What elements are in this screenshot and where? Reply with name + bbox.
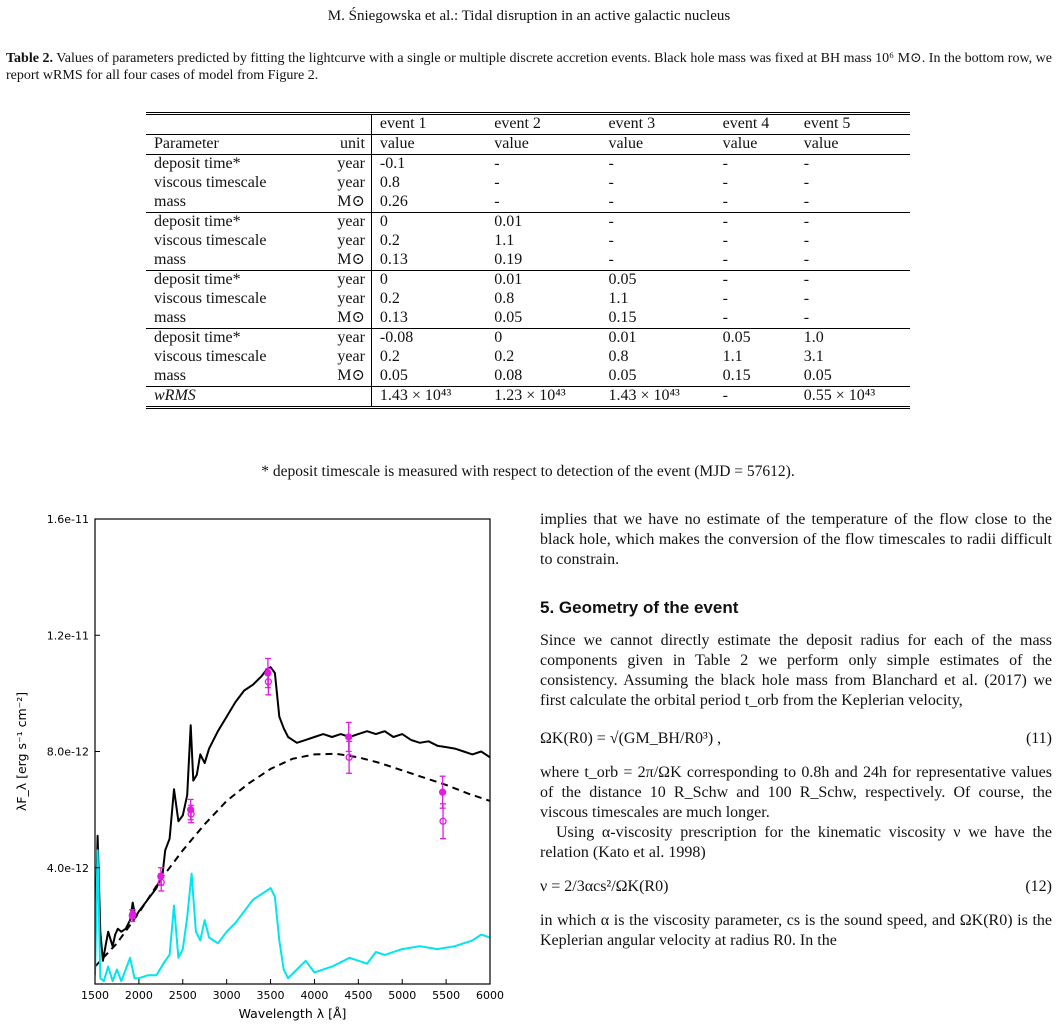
value-cell: - — [796, 213, 910, 233]
value-cell: - — [796, 155, 910, 175]
value-cell: - — [715, 155, 796, 175]
header-value: value — [600, 135, 714, 155]
table-row — [146, 309, 910, 329]
value-cell: 3.1 — [803, 348, 824, 365]
wrms-value: 1.43 × 10⁴³ — [600, 387, 714, 408]
plot-frame — [95, 519, 490, 984]
paragraph-5: in which α is the viscosity parameter, cs is the sound speed, and ΩK(R0) is the Keplerian angular velocity at radius R0. In the — [540, 912, 1052, 949]
parameter-unit: year — [315, 329, 371, 349]
value-cell: 0.01 — [486, 213, 600, 233]
value-cell: 0.26 — [371, 193, 486, 213]
equation-12-body: ν = 2/3αcs²/ΩK(R0) — [540, 878, 669, 895]
text-column — [540, 510, 1052, 951]
parameter-unit: M⊙ — [337, 367, 365, 384]
wrms-value: 0.55 × 10⁴³ — [796, 387, 910, 408]
value-cell: - — [803, 309, 810, 326]
parameter-name: mass — [154, 251, 186, 268]
table-footnote: * deposit timescale is measured with respect to detection of the event (MJD = 57612). — [261, 463, 795, 480]
parameter-unit: year — [315, 155, 371, 175]
header-value: value — [371, 135, 486, 155]
parameter-name: viscous timescale — [154, 290, 267, 307]
parameter-name: viscous timescale — [154, 174, 267, 191]
x-tick-label: 4500 — [344, 989, 373, 1002]
value-cell: - — [803, 290, 810, 307]
paragraph-1: implies that we have no estimate of the temperature of the flow close to the black hole, which makes the conversion of the flow timescales to radii difficult to constrain. — [540, 511, 1052, 568]
parameter-name: deposit time* — [146, 155, 315, 175]
series-line-1 — [95, 754, 490, 967]
y-tick-label: 8.0e-12 — [46, 745, 89, 759]
header-unit: unit — [315, 135, 371, 155]
value-cell: - — [722, 193, 728, 210]
x-axis-label: Wavelength λ [Å] — [238, 1006, 347, 1021]
table-row — [146, 348, 910, 367]
table-caption-text: Values of parameters predicted by fitting the lightcurve with a single or multiple discrete accretion events. Black hole mass was fixed at BH mass 10⁶ M⊙. In the bottom row, we report wRMS for all four cases of model from Figure 2. — [6, 51, 1052, 83]
parameter-name: viscous timescale — [154, 348, 267, 365]
value-cell: 0.2 — [371, 290, 486, 309]
wrms-unit — [315, 387, 371, 408]
value-cell: 1.1 — [722, 348, 743, 365]
wrms-value: - — [715, 387, 796, 408]
value-cell: 0.05 — [715, 329, 796, 349]
value-cell: - — [608, 232, 614, 249]
parameter-unit: year — [315, 271, 371, 291]
value-cell: 0.2 — [371, 348, 486, 367]
parameters-table — [146, 112, 910, 409]
value-cell: 1.1 — [494, 232, 515, 249]
x-tick-label: 2500 — [168, 989, 197, 1002]
value-cell: - — [608, 251, 614, 268]
table-caption — [6, 50, 1052, 84]
paragraph-3: where t_orb = 2π/ΩK corresponding to 0.8h and 24h for representative values of the distance 10 R_Schw and 100 R_Schw, respectively. Of course, the viscous timescales are much longer. — [540, 764, 1052, 821]
value-cell: - — [722, 290, 728, 307]
value-cell: 0.05 — [608, 367, 637, 384]
wrms-label: wRMS — [146, 387, 315, 408]
wrms-value: 1.23 × 10⁴³ — [486, 387, 600, 408]
value-cell: - — [722, 309, 728, 326]
header-value: value — [486, 135, 600, 155]
spectrum-plot — [0, 498, 530, 1028]
value-cell: - — [803, 193, 810, 210]
table-row — [146, 155, 910, 175]
header-blank — [315, 114, 371, 135]
y-axis-label: λF_λ [erg s⁻¹ cm⁻²] — [14, 691, 29, 812]
parameter-name: deposit time* — [146, 213, 315, 233]
x-tick-label: 5500 — [432, 989, 461, 1002]
table-row — [146, 213, 910, 233]
value-cell: 1.1 — [608, 290, 629, 307]
series-line-0 — [95, 667, 490, 961]
section-title: 5. Geometry of the event — [540, 598, 739, 617]
x-tick-label: 6000 — [476, 989, 504, 1002]
parameter-unit: M⊙ — [337, 251, 365, 268]
x-tick-label: 3000 — [212, 989, 241, 1002]
x-tick-label: 2000 — [124, 989, 153, 1002]
value-cell: - — [803, 174, 810, 191]
value-cell: - — [494, 193, 500, 210]
value-cell: -0.08 — [371, 329, 486, 349]
equation-11 — [540, 729, 1052, 749]
value-cell: -0.1 — [371, 155, 486, 175]
value-cell: 0 — [371, 213, 486, 233]
value-cell: - — [722, 251, 728, 268]
value-cell: - — [608, 174, 614, 191]
parameter-name: mass — [154, 367, 186, 384]
running-head: M. Śniegowska et al.: Tidal disruption in an active galactic nucleus — [327, 8, 731, 24]
wrms-value: 1.43 × 10⁴³ — [371, 387, 486, 408]
header-row-events — [146, 114, 910, 135]
header-blank — [146, 114, 315, 135]
paragraph-2: Since we cannot directly estimate the deposit radius for each of the mass components given in Table 2 we perform only simple estimates of the consistency. Assuming the black hole mass from Blanchard et al. (2017) we first calculate the orbital period t_orb from the Keplerian velocity, — [540, 632, 1052, 709]
table-row — [146, 174, 910, 193]
header-event: event 1 — [371, 114, 486, 135]
equation-11-body: ΩK(R0) = √(GM_BH/R0³) , — [540, 730, 722, 747]
value-cell: 0.13 — [371, 251, 486, 271]
value-cell: 0.05 — [494, 309, 523, 326]
table-row — [146, 193, 910, 213]
value-cell: 0.01 — [600, 329, 714, 349]
value-cell: 0 — [371, 271, 486, 291]
parameters-table-wrapper — [146, 112, 910, 409]
parameter-name: deposit time* — [146, 329, 315, 349]
header-event: event 5 — [796, 114, 910, 135]
parameter-name: viscous timescale — [154, 232, 267, 249]
value-cell: 0.2 — [494, 348, 515, 365]
value-cell: 0.05 — [371, 367, 486, 387]
data-point — [346, 734, 352, 740]
wrms-row — [146, 387, 910, 408]
value-cell: 0.15 — [722, 367, 751, 384]
parameter-name: mass — [154, 193, 186, 210]
y-tick-label: 4.0e-12 — [46, 861, 89, 875]
value-cell: - — [796, 271, 910, 291]
value-cell: 0.05 — [600, 271, 714, 291]
data-point — [440, 789, 446, 795]
parameter-unit: year — [337, 290, 365, 307]
parameter-unit: year — [315, 213, 371, 233]
value-cell: 0.05 — [803, 367, 832, 384]
table-row — [146, 329, 910, 349]
parameter-name: deposit time* — [146, 271, 315, 291]
x-tick-label: 5000 — [388, 989, 417, 1002]
value-cell: 0.8 — [371, 174, 486, 193]
table-row — [146, 251, 910, 271]
value-cell: - — [486, 155, 600, 175]
value-cell: - — [722, 174, 728, 191]
parameter-name: mass — [154, 309, 186, 326]
equation-12-number: (12) — [1025, 878, 1052, 895]
equation-11-number: (11) — [1025, 730, 1052, 747]
value-cell: - — [600, 155, 714, 175]
value-cell: - — [494, 174, 500, 191]
value-cell: - — [722, 232, 728, 249]
value-cell: 0.19 — [494, 251, 523, 268]
value-cell: - — [600, 213, 714, 233]
value-cell: 1.0 — [796, 329, 910, 349]
y-tick-label: 1.6e-11 — [46, 513, 89, 526]
parameter-unit: year — [337, 174, 365, 191]
value-cell: - — [608, 193, 614, 210]
header-event: event 4 — [715, 114, 796, 135]
value-cell: 0.8 — [494, 290, 515, 307]
y-tick-label: 1.2e-11 — [46, 629, 89, 643]
x-tick-label: 4000 — [300, 989, 329, 1002]
x-tick-label: 3500 — [256, 989, 285, 1002]
parameter-unit: M⊙ — [337, 193, 365, 210]
header-event: event 2 — [486, 114, 600, 135]
equation-12 — [540, 877, 1052, 897]
table-row — [146, 232, 910, 251]
table-row — [146, 271, 910, 291]
value-cell: 0.13 — [371, 309, 486, 329]
series-line-2 — [95, 850, 490, 981]
value-cell: 0 — [486, 329, 600, 349]
value-cell: - — [803, 251, 810, 268]
header-value: value — [715, 135, 796, 155]
value-cell: 0.8 — [608, 348, 629, 365]
parameter-unit: year — [337, 348, 365, 365]
header-parameter: Parameter — [146, 135, 315, 155]
value-cell: 0.2 — [371, 232, 486, 251]
header-value: value — [796, 135, 910, 155]
value-cell: - — [715, 213, 796, 233]
value-cell: - — [715, 271, 796, 291]
value-cell: - — [803, 232, 810, 249]
value-cell: 0.08 — [494, 367, 523, 384]
parameter-unit: M⊙ — [337, 309, 365, 326]
parameter-unit: year — [337, 232, 365, 249]
header-event: event 3 — [600, 114, 714, 135]
value-cell: 0.15 — [608, 309, 637, 326]
table-row — [146, 367, 910, 387]
header-row-labels — [146, 135, 910, 155]
table-label: Table 2. — [6, 51, 53, 66]
paragraph-4: Using α-viscosity prescription for the kinematic viscosity ν we have the relation (Kato et al. 1998) — [540, 824, 1052, 861]
value-cell: 0.01 — [486, 271, 600, 291]
x-tick-label: 1500 — [81, 989, 109, 1002]
table-row — [146, 290, 910, 309]
